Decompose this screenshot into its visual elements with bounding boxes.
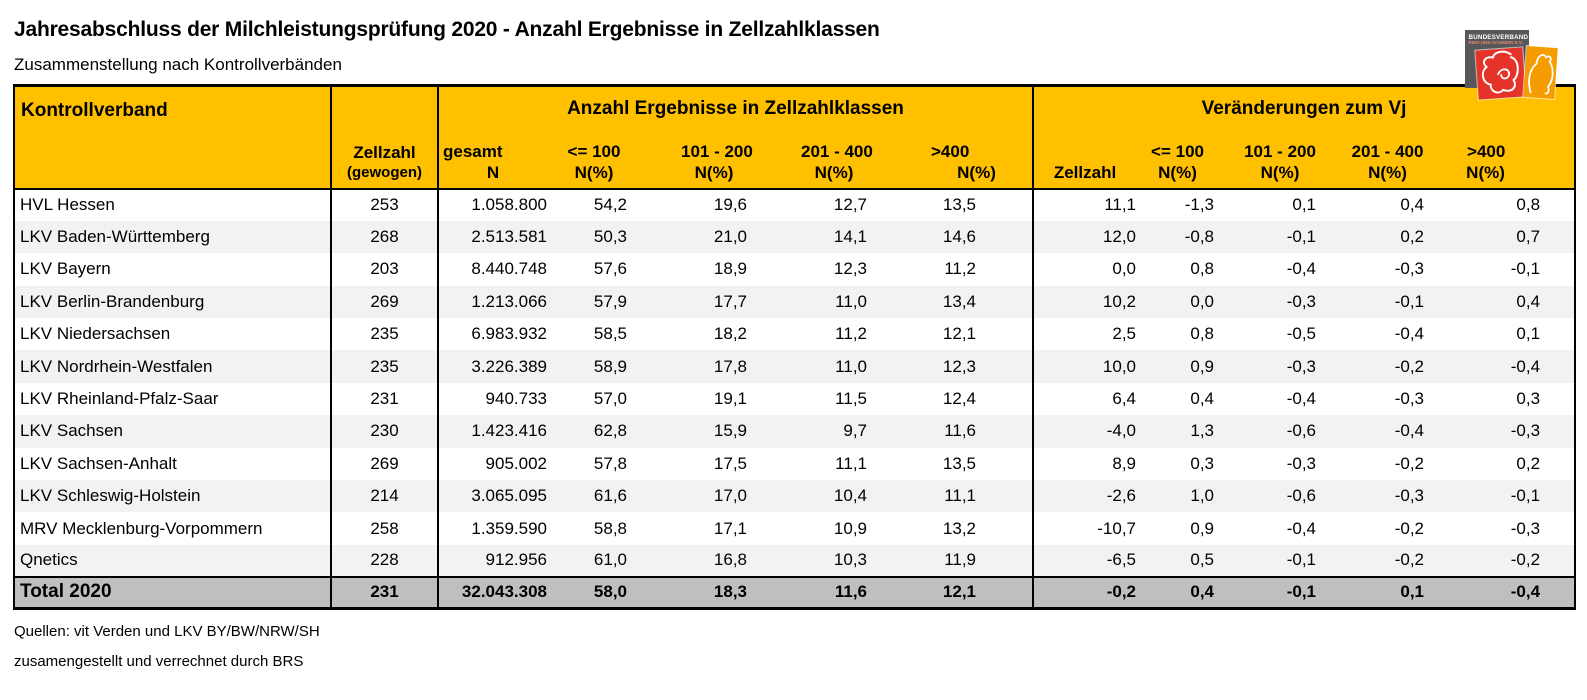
value-cell: 12,1 bbox=[921, 318, 1033, 350]
value-cell: 0,1 bbox=[1292, 195, 1317, 215]
table-row bbox=[14, 545, 1575, 577]
value-cell: 269 bbox=[331, 286, 438, 318]
value-cell: 0,4 bbox=[1431, 286, 1575, 318]
value-cell: 1.058.800 bbox=[471, 195, 547, 215]
value-cell: 11,1 bbox=[1104, 195, 1137, 215]
header-201-400: 201 - 400 N(%) bbox=[801, 132, 921, 189]
value-cell: 54,2 bbox=[593, 195, 627, 215]
value-cell: -10,7 bbox=[1097, 518, 1137, 538]
value-cell: 17,8 bbox=[681, 350, 801, 382]
value-cell: 0,2 bbox=[1326, 221, 1431, 253]
total-row: Total 2020 231 32.043.308 58,0 18,3 11,6 12,1 -0,2 0,4 -0,1 0,1 -0,4 bbox=[14, 577, 1575, 608]
value-cell: 6,4 bbox=[1112, 389, 1137, 409]
value-cell: 11,9 bbox=[921, 545, 1033, 577]
value-cell: 58,9 bbox=[561, 350, 681, 382]
value-cell: 10,9 bbox=[833, 518, 867, 538]
value-cell: -0,4 bbox=[1431, 350, 1575, 382]
table-row bbox=[14, 253, 1575, 285]
value-cell: 50,3 bbox=[561, 221, 681, 253]
value-cell: 0,7 bbox=[1431, 221, 1575, 253]
table-row bbox=[14, 350, 1575, 382]
value-cell: 258 bbox=[331, 512, 438, 544]
header-vj-le100: <= 100 N(%) bbox=[1141, 132, 1219, 189]
header-zellzahl-line1: Zellzahl bbox=[353, 142, 416, 162]
value-cell: 10,2 bbox=[1033, 286, 1141, 318]
value-cell: 58,5 bbox=[593, 324, 627, 344]
value-cell: -0,6 bbox=[1219, 415, 1326, 447]
header-le100: <= 100 N(%) bbox=[561, 132, 681, 189]
header-vj-201-400: 201 - 400 N(%) bbox=[1326, 132, 1431, 189]
value-cell: 2,5 bbox=[1112, 324, 1137, 344]
value-cell: 1,0 bbox=[1141, 480, 1219, 512]
value-cell: 0,0 bbox=[1141, 286, 1219, 318]
value-cell: 11,6 bbox=[921, 415, 1033, 447]
table-row bbox=[14, 286, 1575, 318]
header-101-200: 101 - 200 N(%) bbox=[681, 132, 801, 189]
value-cell: 230 bbox=[331, 415, 438, 447]
value-cell: 18,2 bbox=[713, 324, 747, 344]
table-row bbox=[14, 448, 1575, 480]
value-cell: 2.513.581 bbox=[438, 221, 561, 253]
header-vj-gt400: >400 N(%) bbox=[1431, 132, 1575, 189]
value-cell: 940.733 bbox=[485, 389, 547, 409]
value-cell: 11,0 bbox=[801, 350, 921, 382]
value-cell: -0,2 bbox=[1394, 518, 1425, 538]
value-cell: 57,6 bbox=[593, 259, 627, 279]
value-cell: 235 bbox=[331, 350, 438, 382]
value-cell: -0,2 bbox=[1431, 545, 1575, 577]
kontrollverband-cell: LKV Nordrhein-Westfalen bbox=[14, 350, 331, 382]
value-cell: -6,5 bbox=[1033, 545, 1141, 577]
value-cell: 11,0 bbox=[801, 286, 921, 318]
value-cell: -0,4 bbox=[1394, 324, 1425, 344]
page-title: Jahresabschluss der Milchleistungsprüfung 2020 - Anzahl Ergebnisse in Zellzahlklassen bbox=[14, 18, 880, 41]
kontrollverband-cell: LKV Sachsen-Anhalt bbox=[14, 448, 331, 480]
header-zellzahl-gewogen bbox=[331, 86, 438, 189]
value-cell: 0,4 bbox=[1400, 195, 1425, 215]
footer-sources: Quellen: vit Verden und LKV BY/BW/NRW/SH bbox=[14, 622, 320, 640]
kontrollverband-cell: LKV Baden-Württemberg bbox=[14, 221, 331, 253]
cattle-icon bbox=[1475, 47, 1525, 99]
value-cell: -0,3 bbox=[1326, 480, 1431, 512]
value-cell: 0,3 bbox=[1516, 389, 1541, 409]
value-cell: 3.226.389 bbox=[438, 350, 561, 382]
value-cell: 228 bbox=[331, 545, 438, 577]
value-cell: 0,4 bbox=[1190, 389, 1215, 409]
logo-text bbox=[1465, 30, 1529, 45]
header-zellzahl-line2: (gewogen) bbox=[347, 163, 422, 181]
value-cell: -0,3 bbox=[1431, 415, 1575, 447]
value-cell: 0,9 bbox=[1141, 350, 1219, 382]
value-cell: -0,2 bbox=[1326, 545, 1431, 577]
value-cell: 15,9 bbox=[681, 415, 801, 447]
value-cell: 8.440.748 bbox=[471, 259, 547, 279]
milchleistungspruefung-table bbox=[13, 84, 1576, 610]
value-cell: 61,6 bbox=[561, 480, 681, 512]
table-row bbox=[14, 318, 1575, 350]
value-cell: -0,4 bbox=[1286, 389, 1317, 409]
value-cell: 17,5 bbox=[713, 453, 747, 473]
value-cell: 17,0 bbox=[681, 480, 801, 512]
header-kontrollverband: Kontrollverband bbox=[14, 86, 331, 189]
value-cell: 1.359.590 bbox=[471, 518, 547, 538]
value-cell: 62,8 bbox=[561, 415, 681, 447]
value-cell: 10,3 bbox=[801, 545, 921, 577]
value-cell: -2,6 bbox=[1033, 480, 1141, 512]
footer-compiled-by: zusamengestellt und verrechnet durch BRS bbox=[14, 652, 304, 670]
value-cell: 17,1 bbox=[713, 518, 747, 538]
table-body bbox=[14, 189, 1575, 578]
value-cell: 18,9 bbox=[713, 259, 747, 279]
value-cell: 3.065.095 bbox=[438, 480, 561, 512]
value-cell: 12,0 bbox=[1033, 221, 1141, 253]
kontrollverband-cell: LKV Sachsen bbox=[14, 415, 331, 447]
value-cell: -0,1 bbox=[1326, 286, 1431, 318]
value-cell: 10,0 bbox=[1033, 350, 1141, 382]
value-cell: -0,3 bbox=[1394, 259, 1425, 279]
value-cell: 0,1 bbox=[1516, 324, 1541, 344]
value-cell: 268 bbox=[331, 221, 438, 253]
kontrollverband-cell: LKV Schleswig-Holstein bbox=[14, 480, 331, 512]
value-cell: 17,7 bbox=[681, 286, 801, 318]
table-row bbox=[14, 415, 1575, 447]
value-cell: 9,7 bbox=[801, 415, 921, 447]
value-cell: 0,8 bbox=[1516, 195, 1541, 215]
value-cell: -0,1 bbox=[1431, 480, 1575, 512]
value-cell: 1.213.066 bbox=[438, 286, 561, 318]
table-row bbox=[14, 221, 1575, 253]
value-cell: 0,2 bbox=[1516, 453, 1541, 473]
value-cell: 12,4 bbox=[921, 383, 1033, 415]
value-cell: 14,6 bbox=[921, 221, 1033, 253]
kontrollverband-cell: LKV Berlin-Brandenburg bbox=[14, 286, 331, 318]
value-cell: 0,9 bbox=[1190, 518, 1215, 538]
value-cell: -0,2 bbox=[1394, 453, 1425, 473]
value-cell: 235 bbox=[331, 318, 438, 350]
value-cell: -0,3 bbox=[1286, 453, 1317, 473]
value-cell: -0,2 bbox=[1326, 350, 1431, 382]
value-cell: 905.002 bbox=[485, 453, 547, 473]
header-vj-101-200: 101 - 200 N(%) bbox=[1219, 132, 1326, 189]
value-cell: 11,2 bbox=[921, 253, 1033, 285]
value-cell: 912.956 bbox=[438, 545, 561, 577]
value-cell: -0,4 bbox=[1286, 518, 1317, 538]
value-cell: 0,8 bbox=[1190, 259, 1215, 279]
value-cell: -0,1 bbox=[1510, 259, 1541, 279]
value-cell: 11,1 bbox=[835, 453, 867, 473]
value-cell: -4,0 bbox=[1033, 415, 1141, 447]
value-cell: 12,3 bbox=[921, 350, 1033, 382]
header-gt400: >400 N(%) bbox=[921, 132, 1033, 189]
table-row bbox=[14, 480, 1575, 512]
value-cell: -0,4 bbox=[1326, 415, 1431, 447]
value-cell: 19,6 bbox=[713, 195, 747, 215]
value-cell: 269 bbox=[331, 448, 438, 480]
value-cell: 0,8 bbox=[1190, 324, 1215, 344]
value-cell: -1,3 bbox=[1184, 195, 1215, 215]
value-cell: 57,8 bbox=[593, 453, 627, 473]
kontrollverband-cell: LKV Rheinland-Pfalz-Saar bbox=[14, 383, 331, 415]
value-cell: 21,0 bbox=[681, 221, 801, 253]
value-cell: -0,6 bbox=[1219, 480, 1326, 512]
header-group-veraenderungen: Veränderungen zum Vj bbox=[1033, 86, 1575, 132]
logo-org-name: BUNDESVERBAND bbox=[1468, 33, 1529, 41]
value-cell: 13,4 bbox=[921, 286, 1033, 318]
value-cell: -0,1 bbox=[1219, 221, 1326, 253]
value-cell: 13,5 bbox=[921, 189, 1033, 221]
value-cell: 253 bbox=[331, 189, 438, 221]
value-cell: 8,9 bbox=[1112, 453, 1137, 473]
value-cell: -0,4 bbox=[1286, 259, 1317, 279]
value-cell: 13,2 bbox=[921, 512, 1033, 544]
value-cell: 11,1 bbox=[921, 480, 1033, 512]
header-group-anzahl-ergebnisse: Anzahl Ergebnisse in Zellzahlklassen bbox=[438, 86, 1033, 132]
value-cell: -0,1 bbox=[1219, 545, 1326, 577]
value-cell: -0,3 bbox=[1219, 286, 1326, 318]
value-cell: 0,5 bbox=[1141, 545, 1219, 577]
value-cell: 14,1 bbox=[801, 221, 921, 253]
table-row bbox=[14, 512, 1575, 544]
table-row bbox=[14, 383, 1575, 415]
value-cell: 231 bbox=[331, 383, 438, 415]
value-cell: -0,3 bbox=[1510, 518, 1541, 538]
total-label: Total 2020 bbox=[14, 577, 331, 608]
page-subtitle: Zusammenstellung nach Kontrollverbänden bbox=[14, 55, 342, 74]
value-cell: 58,8 bbox=[593, 518, 627, 538]
value-cell: 6.983.932 bbox=[471, 324, 547, 344]
value-cell: 11,5 bbox=[835, 389, 867, 409]
pig-icon bbox=[1523, 46, 1557, 99]
value-cell: 1.423.416 bbox=[438, 415, 561, 447]
kontrollverband-cell: LKV Bayern bbox=[14, 253, 331, 285]
header-vj-zellzahl: Zellzahl bbox=[1033, 132, 1141, 189]
kontrollverband-cell: LKV Niedersachsen bbox=[14, 318, 331, 350]
value-cell: 214 bbox=[331, 480, 438, 512]
value-cell: 11,2 bbox=[835, 324, 867, 344]
value-cell: 12,7 bbox=[833, 195, 867, 215]
value-cell: 0,0 bbox=[1112, 259, 1137, 279]
kontrollverband-cell: Qnetics bbox=[14, 545, 331, 577]
value-cell: -0,8 bbox=[1141, 221, 1219, 253]
logo-org-subline: RIND UND SCHWEIN E.V. bbox=[1468, 40, 1523, 46]
kontrollverband-cell: HVL Hessen bbox=[14, 189, 331, 221]
value-cell: 10,4 bbox=[801, 480, 921, 512]
value-cell: -0,5 bbox=[1286, 324, 1317, 344]
bundesverband-rind-und-schwein-logo bbox=[1461, 25, 1557, 101]
value-cell: -0,3 bbox=[1394, 389, 1425, 409]
value-cell: 0,3 bbox=[1190, 453, 1215, 473]
value-cell: 57,0 bbox=[593, 389, 627, 409]
value-cell: 13,5 bbox=[921, 448, 1033, 480]
kontrollverband-cell: MRV Mecklenburg-Vorpommern bbox=[14, 512, 331, 544]
value-cell: 16,8 bbox=[681, 545, 801, 577]
table-row bbox=[14, 189, 1575, 221]
value-cell: 57,9 bbox=[561, 286, 681, 318]
value-cell: 203 bbox=[331, 253, 438, 285]
header-gesamt: gesamt N bbox=[438, 132, 561, 189]
value-cell: -0,3 bbox=[1219, 350, 1326, 382]
value-cell: 1,3 bbox=[1141, 415, 1219, 447]
value-cell: 12,3 bbox=[833, 259, 867, 279]
value-cell: 61,0 bbox=[561, 545, 681, 577]
value-cell: 19,1 bbox=[713, 389, 747, 409]
